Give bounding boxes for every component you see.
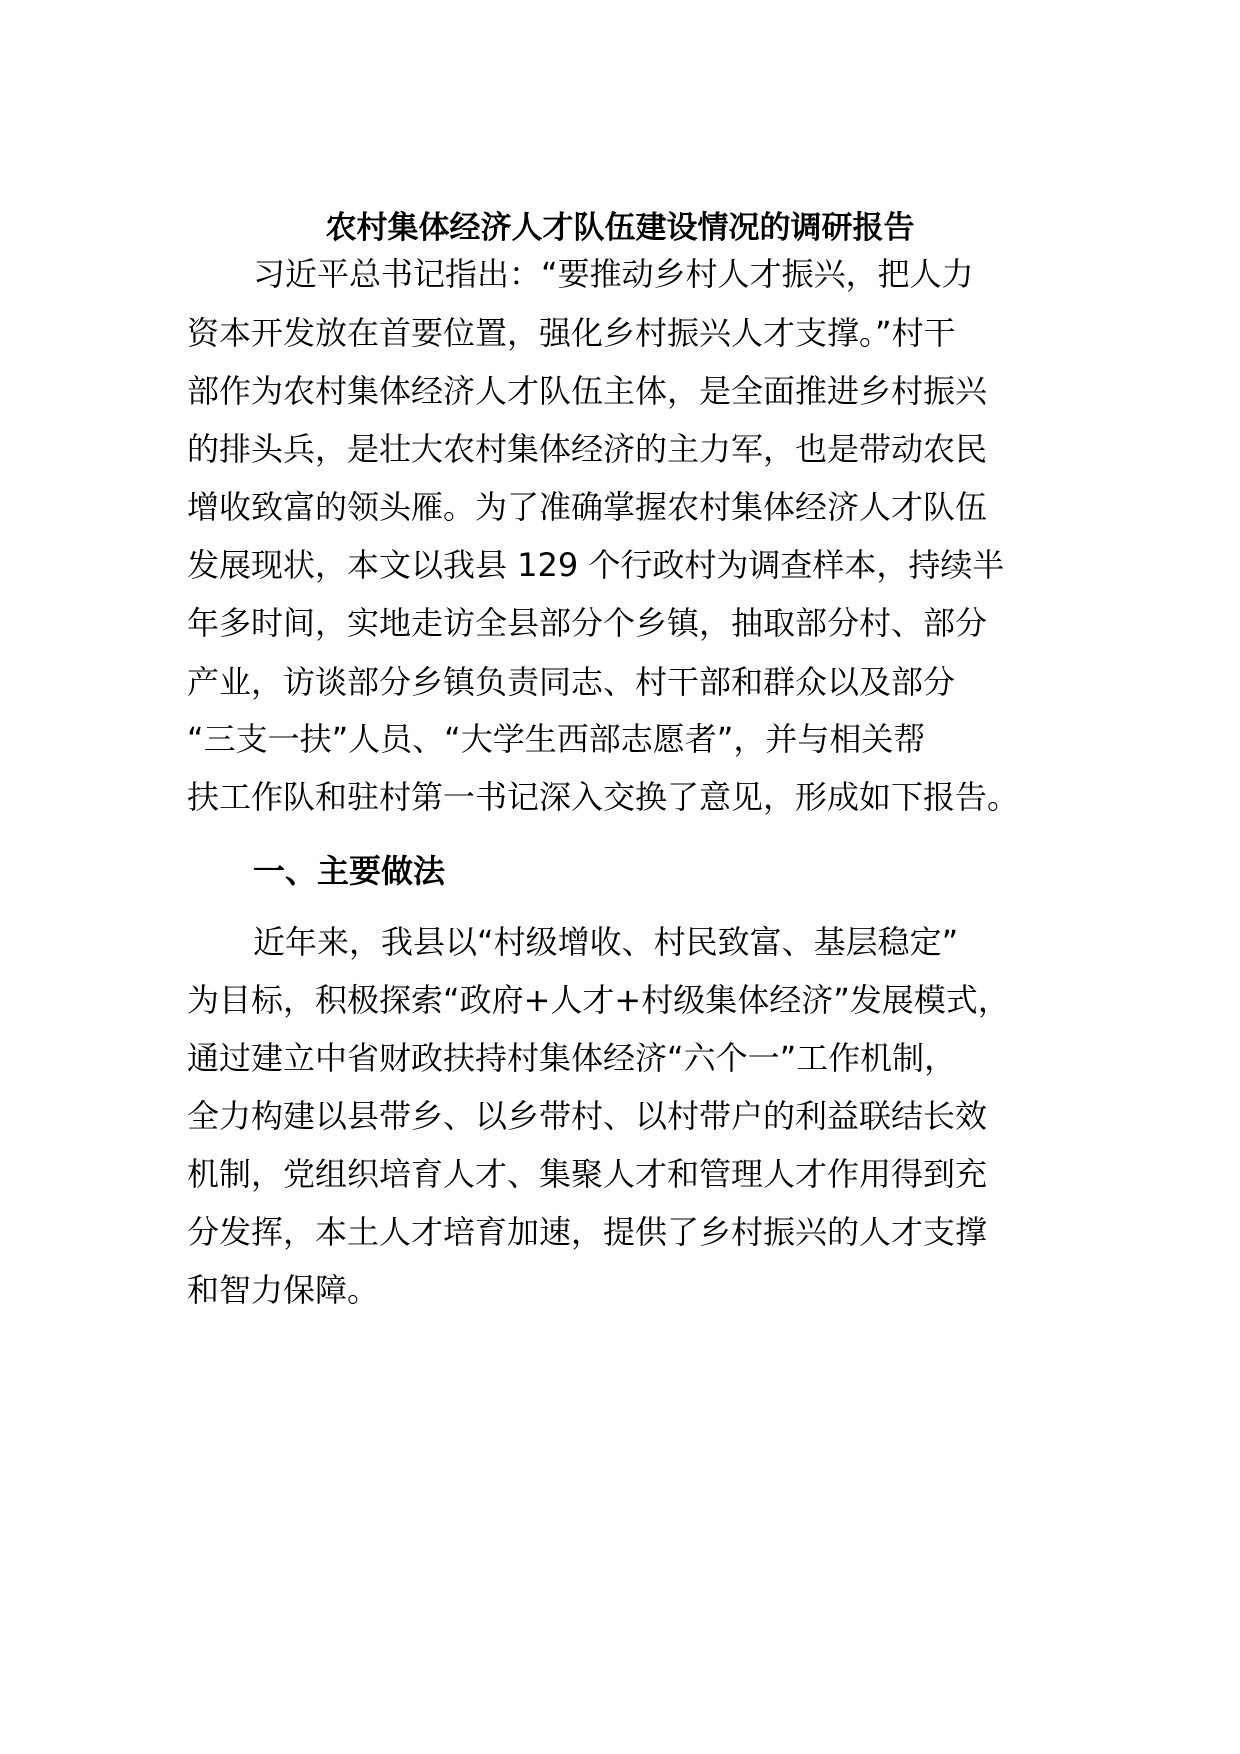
paragraph-line: 机制，党组织培育人才、集聚人才和管理人才作用得到充 xyxy=(187,1155,988,1193)
paragraph-line: “三支一扶”人员、“大学生西部志愿者”，并与相关帮 xyxy=(187,720,926,758)
paragraph-line: 部作为农村集体经济人才队伍主体，是全面推进乡村振兴 xyxy=(187,372,988,410)
paragraph-line: 全力构建以县带乡、以乡带村、以村带户的利益联结长效 xyxy=(187,1097,988,1135)
document-title: 农村集体经济人才队伍建设情况的调研报告 xyxy=(325,210,915,246)
paragraph-line: 和智力保障。 xyxy=(187,1271,380,1309)
paragraph-line: 习近平总书记指出：“要推动乡村人才振兴，把人力 xyxy=(253,255,974,293)
paragraph-line: 资本开发放在首要位置，强化乡村振兴人才支撑。”村干 xyxy=(187,314,956,352)
paragraph-line: 为目标，积极探索“政府+人才+村级集体经济”发展模式， xyxy=(187,981,1010,1019)
paragraph-line: 发展现状，本文以我县 129 个行政村为调查样本，持续半 xyxy=(187,546,1005,584)
section-heading: 一、主要做法 xyxy=(253,852,446,890)
paragraph-line: 产业，访谈部分乡镇负责同志、村干部和群众以及部分 xyxy=(187,663,956,701)
paragraph-line: 扶工作队和驻村第一书记深入交换了意见，形成如下报告。 xyxy=(187,778,1020,816)
paragraph-line: 年多时间，实地走访全县部分个乡镇，抽取部分村、部分 xyxy=(187,604,988,642)
paragraph-line: 通过建立中省财政扶持村集体经济“六个一”工作机制， xyxy=(187,1039,957,1077)
paragraph-line: 近年来，我县以“村级增收、村民致富、基层稳定” xyxy=(253,923,959,961)
paragraph-line: 增收致富的领头雁。为了准确掌握农村集体经济人才队伍 xyxy=(187,488,988,526)
paragraph-line: 分发挥，本土人才培育加速，提供了乡村振兴的人才支撑 xyxy=(187,1213,988,1251)
paragraph-line: 的排头兵，是壮大农村集体经济的主力军，也是带动农民 xyxy=(187,430,988,468)
